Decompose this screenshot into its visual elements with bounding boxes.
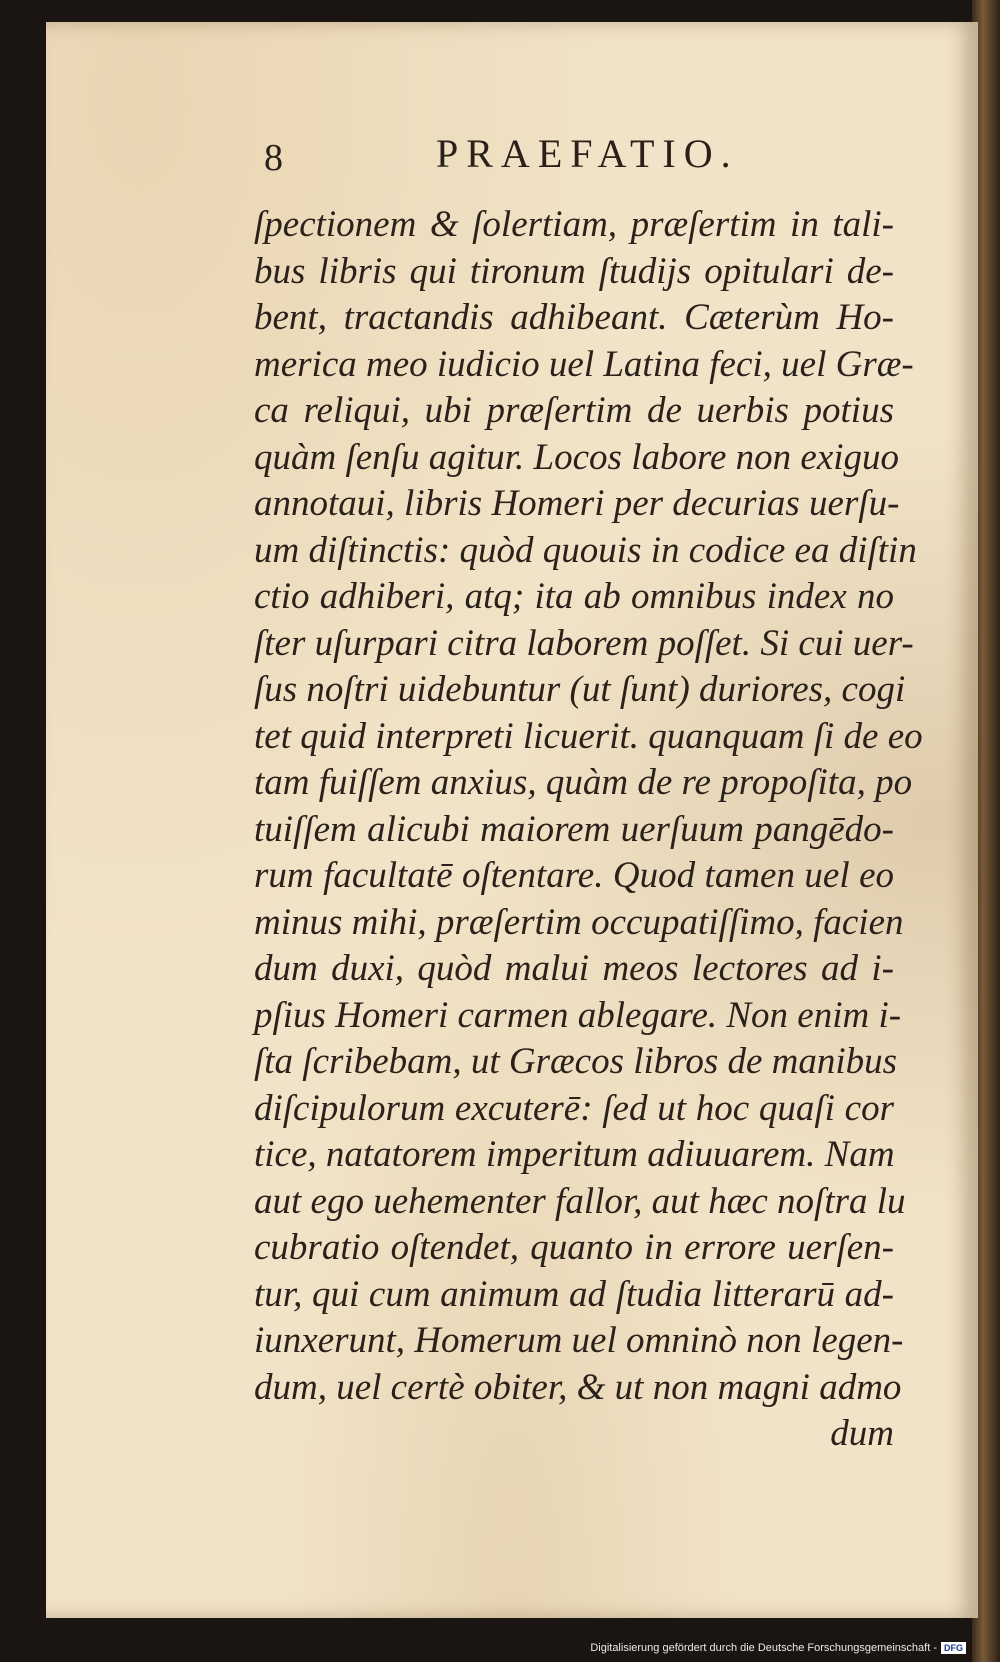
text-line: tuiſſem alicubi maiorem uerſuum pangēdo- bbox=[254, 808, 894, 850]
text-line: bent, tractandis adhibeant. Cæterùm Ho- bbox=[254, 297, 894, 338]
page-number: 8 bbox=[264, 137, 283, 179]
text-line: tam fuiſſem anxius, quàm de re propoſita, po bbox=[254, 762, 913, 803]
text-line: dum duxi, quòd malui meos lectores ad i- bbox=[254, 948, 894, 989]
text-line: iunxerunt, Homerum uel omninò non legen- bbox=[254, 1320, 904, 1361]
text-line: um diſtinctis: quòd quouis in codice ea diſtin bbox=[254, 529, 917, 571]
funding-credit: Digitalisierung gefördert durch die Deutsche Forschungsgemeinschaft - bbox=[590, 1642, 937, 1654]
text-line: ctio adhiberi, atq; ita ab omnibus index no bbox=[254, 576, 894, 617]
text-line: ſter uſurpari citra laborem poſſet. Si cui uer- bbox=[254, 622, 914, 664]
text-line: tet quid interpreti licuerit. quanquam ſi de eo bbox=[254, 715, 923, 757]
page-header bbox=[46, 130, 978, 190]
text-line: ca reliqui, ubi præſertim de uerbis potius bbox=[254, 390, 894, 431]
digitization-footer bbox=[590, 1640, 966, 1656]
text-line: diſcipulorum excuterē: ſed ut hoc quaſi cor bbox=[254, 1087, 894, 1129]
book-page bbox=[46, 22, 978, 1618]
running-head: PRAEFATIO. bbox=[436, 131, 739, 176]
text-line: ſus noſtri uidebuntur (ut ſunt) duriores, cogi bbox=[254, 669, 906, 710]
text-line: rum facultatē oſtentare. Quod tamen uel eo bbox=[254, 855, 894, 896]
dfg-logo: DFG bbox=[941, 1642, 966, 1654]
text-line: cubratio oſtendet, quanto in errore uerſen- bbox=[254, 1227, 894, 1268]
text-line: tur, qui cum animum ad ſtudia litterarū ad- bbox=[254, 1273, 894, 1315]
text-line: dum, uel certè obiter, & ut non magni admo bbox=[254, 1366, 902, 1408]
text-line: merica meo iudicio uel Latina feci, uel Græ- bbox=[254, 343, 914, 385]
text-line: bus libris qui tironum ſtudijs opitulari de- bbox=[254, 250, 894, 292]
text-line: minus mihi, præſertim occupatiſſimo, facien bbox=[254, 901, 904, 943]
catchword: dum bbox=[830, 1413, 894, 1454]
text-line: ſpectionem & ſolertiam, præſertim in tali- bbox=[254, 204, 894, 245]
text-line: tice, natatorem imperitum adiuuarem. Nam bbox=[254, 1134, 895, 1175]
body-text bbox=[254, 202, 923, 1458]
text-line: aut ego uehementer fallor, aut hæc noſtra lu bbox=[254, 1180, 906, 1222]
text-line: pſius Homeri carmen ablegare. Non enim i- bbox=[254, 994, 902, 1036]
text-line: ſta ſcribebam, ut Græcos libros de manibus bbox=[254, 1041, 898, 1082]
text-line: annotaui, libris Homeri per decurias uerſu- bbox=[254, 483, 900, 524]
text-line: quàm ſenſu agitur. Locos labore non exiguo bbox=[254, 436, 900, 478]
